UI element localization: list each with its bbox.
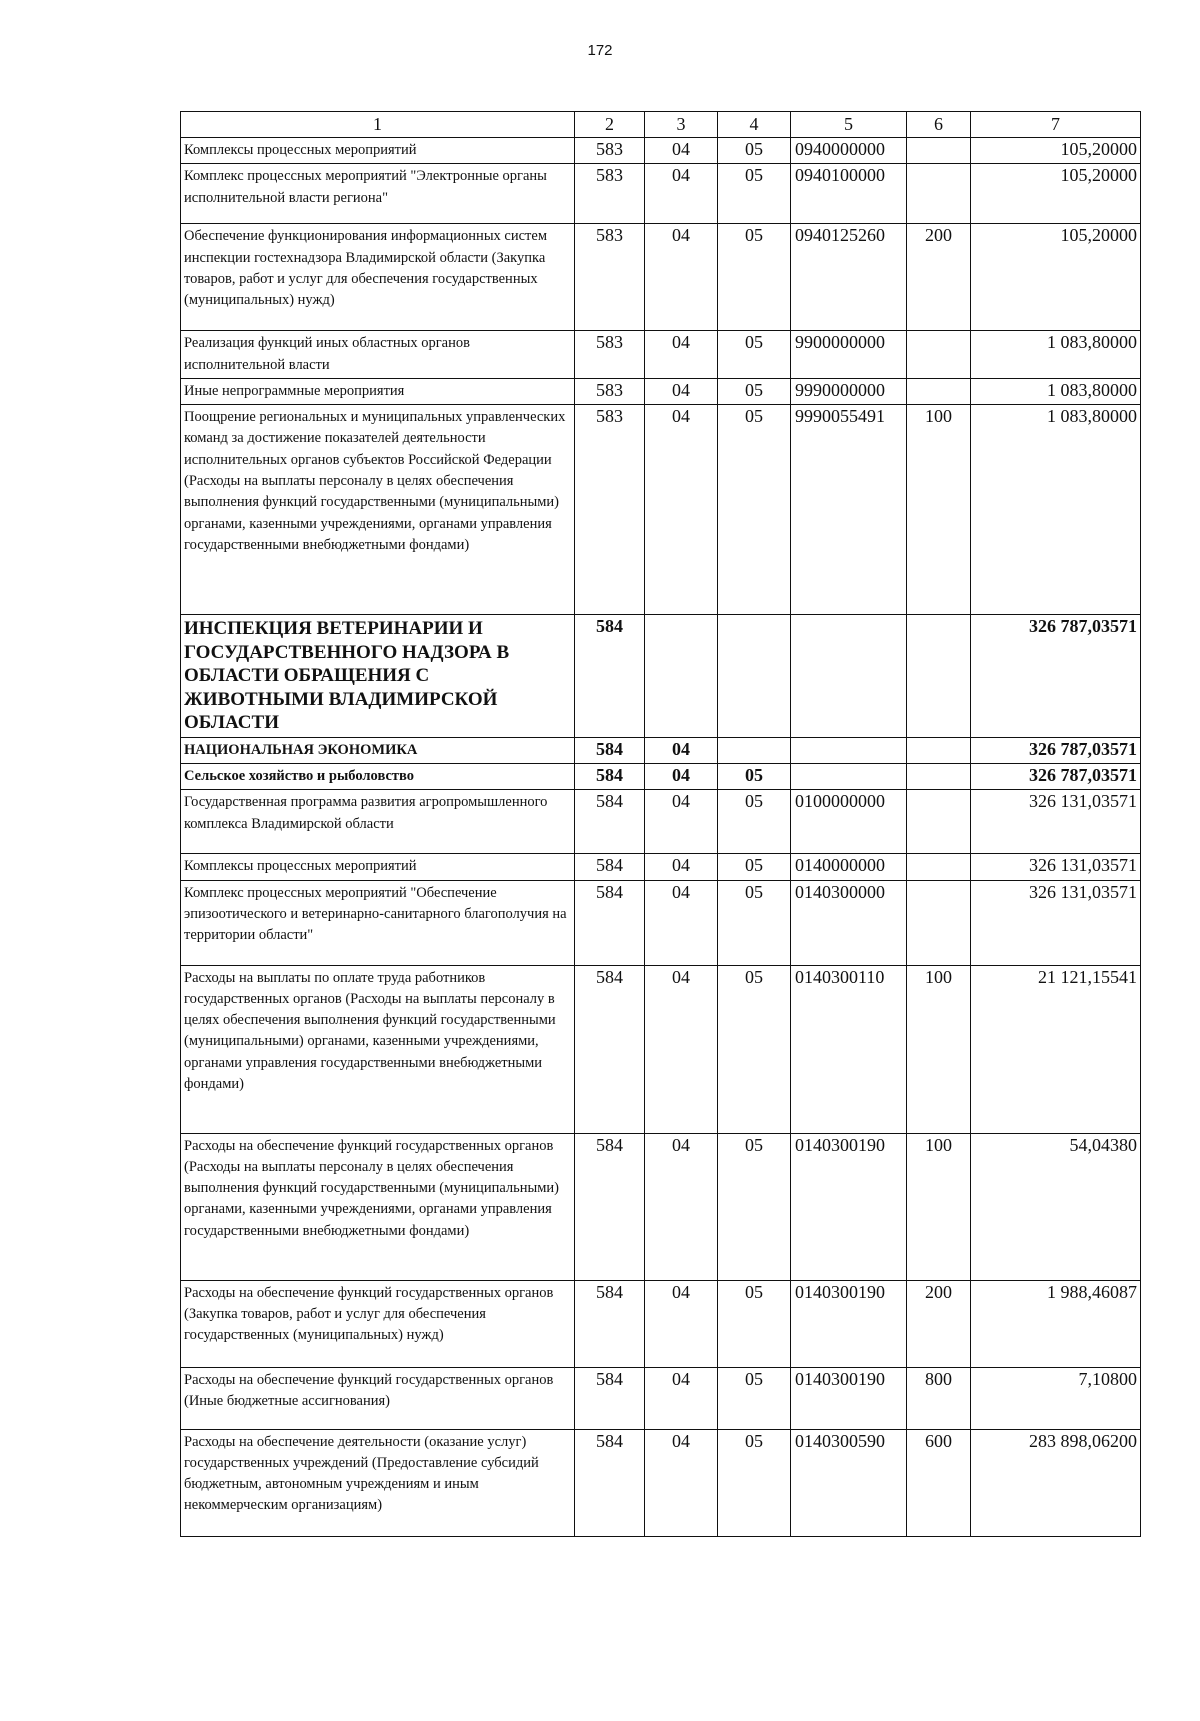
table-row — [181, 615, 1141, 738]
target-article-cell — [791, 763, 907, 789]
chapter-cell: 584 — [575, 790, 645, 854]
chapter-cell: 583 — [575, 224, 645, 331]
row-name-cell: Сельское хозяйство и рыболовство — [181, 763, 575, 789]
amount-cell: 21 121,15541 — [971, 965, 1141, 1133]
subsection-cell: 05 — [718, 378, 791, 404]
expense-type-cell: 200 — [907, 1280, 971, 1367]
expense-type-cell — [907, 790, 971, 854]
table-row — [181, 965, 1141, 1133]
target-article-cell — [791, 737, 907, 763]
subsection-cell: 05 — [718, 405, 791, 615]
section-cell: 04 — [645, 880, 718, 965]
column-header: 5 — [791, 112, 907, 138]
target-article-cell: 0140300190 — [791, 1280, 907, 1367]
section-cell: 04 — [645, 1367, 718, 1429]
subsection-cell: 05 — [718, 790, 791, 854]
amount-cell: 105,20000 — [971, 164, 1141, 224]
table-row — [181, 790, 1141, 854]
table-row — [181, 405, 1141, 615]
expense-type-cell: 200 — [907, 224, 971, 331]
expense-type-cell: 100 — [907, 1133, 971, 1280]
subsection-cell: 05 — [718, 763, 791, 789]
table-row — [181, 224, 1141, 331]
row-name-cell: Комплекс процессных мероприятий "Обеспечение эпизоотического и ветеринарно-санитарного благополучия на территории области" — [181, 880, 575, 965]
target-article-cell: 0140000000 — [791, 854, 907, 880]
target-article-cell: 9990000000 — [791, 378, 907, 404]
section-cell: 04 — [645, 763, 718, 789]
amount-cell: 1 083,80000 — [971, 378, 1141, 404]
table-row — [181, 737, 1141, 763]
section-cell: 04 — [645, 331, 718, 379]
amount-cell: 326 131,03571 — [971, 790, 1141, 854]
column-header: 6 — [907, 112, 971, 138]
expense-type-cell — [907, 378, 971, 404]
subsection-cell: 05 — [718, 1280, 791, 1367]
row-name-cell: Расходы на обеспечение функций государственных органов (Иные бюджетные ассигнования) — [181, 1367, 575, 1429]
row-name-cell: Расходы на обеспечение функций государственных органов (Расходы на выплаты персоналу в целях обеспечения выполнения функций государственными (муниципальными) органами, казенными учреждениями, органами управления государственными внебюджетными фондами) — [181, 1133, 575, 1280]
section-cell: 04 — [645, 1429, 718, 1536]
amount-cell: 1 083,80000 — [971, 405, 1141, 615]
row-name-cell: Комплексы процессных мероприятий — [181, 138, 575, 164]
chapter-cell: 583 — [575, 331, 645, 379]
table-row — [181, 1133, 1141, 1280]
subsection-cell: 05 — [718, 138, 791, 164]
target-article-cell: 0140300110 — [791, 965, 907, 1133]
column-header: 4 — [718, 112, 791, 138]
amount-cell: 1 083,80000 — [971, 331, 1141, 379]
expense-type-cell — [907, 138, 971, 164]
expense-type-cell: 800 — [907, 1367, 971, 1429]
table-row — [181, 331, 1141, 379]
amount-cell: 326 787,03571 — [971, 737, 1141, 763]
table-row — [181, 880, 1141, 965]
chapter-cell: 584 — [575, 880, 645, 965]
subsection-cell: 05 — [718, 1367, 791, 1429]
table-row — [181, 1280, 1141, 1367]
row-name-cell: Реализация функций иных областных органов исполнительной власти — [181, 331, 575, 379]
row-name-cell: Расходы на обеспечение функций государственных органов (Закупка товаров, работ и услуг для обеспечения государственных (муниципальных) нужд) — [181, 1280, 575, 1367]
chapter-cell: 584 — [575, 1429, 645, 1536]
target-article-cell: 0100000000 — [791, 790, 907, 854]
expense-type-cell — [907, 331, 971, 379]
amount-cell: 7,10800 — [971, 1367, 1141, 1429]
chapter-cell: 584 — [575, 1280, 645, 1367]
section-cell: 04 — [645, 378, 718, 404]
table-row — [181, 1367, 1141, 1429]
column-header: 7 — [971, 112, 1141, 138]
amount-cell: 105,20000 — [971, 224, 1141, 331]
chapter-cell: 583 — [575, 378, 645, 404]
row-name-cell: НАЦИОНАЛЬНАЯ ЭКОНОМИКА — [181, 737, 575, 763]
chapter-cell: 584 — [575, 1133, 645, 1280]
section-cell: 04 — [645, 1133, 718, 1280]
expense-type-cell — [907, 737, 971, 763]
column-header: 1 — [181, 112, 575, 138]
subsection-cell — [718, 615, 791, 738]
amount-cell: 326 131,03571 — [971, 854, 1141, 880]
chapter-cell: 583 — [575, 405, 645, 615]
target-article-cell: 0940100000 — [791, 164, 907, 224]
row-name-cell: Расходы на выплаты по оплате труда работников государственных органов (Расходы на выплаты персоналу в целях обеспечения выполнения функций государственными (муниципальными) органами, казенными учреждениями, органами управления государственными внебюджетными фондами) — [181, 965, 575, 1133]
target-article-cell: 0140300190 — [791, 1133, 907, 1280]
subsection-cell: 05 — [718, 880, 791, 965]
table-row — [181, 164, 1141, 224]
target-article-cell: 9990055491 — [791, 405, 907, 615]
section-cell: 04 — [645, 138, 718, 164]
chapter-cell: 583 — [575, 138, 645, 164]
section-cell: 04 — [645, 224, 718, 331]
expense-type-cell — [907, 615, 971, 738]
target-article-cell: 0140300190 — [791, 1367, 907, 1429]
header-row — [181, 112, 1141, 138]
expense-type-cell — [907, 854, 971, 880]
table-row — [181, 1429, 1141, 1536]
chapter-cell: 584 — [575, 854, 645, 880]
page-number: 172 — [587, 42, 613, 59]
expense-type-cell: 100 — [907, 965, 971, 1133]
section-cell: 04 — [645, 164, 718, 224]
row-name-cell: Поощрение региональных и муниципальных управленческих команд за достижение показателей деятельности исполнительных органов субъектов Российской Федерации (Расходы на выплаты персоналу в целях обеспечения выполнения функций государственными (муниципальными) органами, казенными учреждениями, органами управления государственными внебюджетными фондами) — [181, 405, 575, 615]
expense-type-cell: 600 — [907, 1429, 971, 1536]
chapter-cell: 584 — [575, 965, 645, 1133]
amount-cell: 1 988,46087 — [971, 1280, 1141, 1367]
subsection-cell: 05 — [718, 164, 791, 224]
subsection-cell: 05 — [718, 854, 791, 880]
section-cell: 04 — [645, 790, 718, 854]
chapter-cell: 584 — [575, 737, 645, 763]
section-cell: 04 — [645, 737, 718, 763]
row-name-cell: Расходы на обеспечение деятельности (оказание услуг) государственных учреждений (Предоставление субсидий бюджетным, автономным учреждениям и иным некоммерческим организациям) — [181, 1429, 575, 1536]
subsection-cell — [718, 737, 791, 763]
section-cell: 04 — [645, 965, 718, 1133]
target-article-cell: 0140300590 — [791, 1429, 907, 1536]
section-cell: 04 — [645, 1280, 718, 1367]
chapter-cell: 584 — [575, 615, 645, 738]
row-name-cell: Комплексы процессных мероприятий — [181, 854, 575, 880]
subsection-cell: 05 — [718, 1133, 791, 1280]
subsection-cell: 05 — [718, 1429, 791, 1536]
amount-cell: 326 131,03571 — [971, 880, 1141, 965]
table-row — [181, 763, 1141, 789]
amount-cell: 326 787,03571 — [971, 615, 1141, 738]
subsection-cell: 05 — [718, 331, 791, 379]
row-name-cell: Комплекс процессных мероприятий "Электронные органы исполнительной власти региона" — [181, 164, 575, 224]
expense-type-cell: 100 — [907, 405, 971, 615]
target-article-cell: 0940000000 — [791, 138, 907, 164]
row-name-cell: Иные непрограммные мероприятия — [181, 378, 575, 404]
chapter-cell: 584 — [575, 1367, 645, 1429]
expense-type-cell — [907, 763, 971, 789]
target-article-cell — [791, 615, 907, 738]
subsection-cell: 05 — [718, 224, 791, 331]
table-row — [181, 138, 1141, 164]
table-row — [181, 854, 1141, 880]
column-header: 3 — [645, 112, 718, 138]
chapter-cell: 583 — [575, 164, 645, 224]
expense-type-cell — [907, 164, 971, 224]
chapter-cell: 584 — [575, 763, 645, 789]
section-cell: 04 — [645, 405, 718, 615]
budget-table — [180, 111, 1141, 1537]
column-header: 2 — [575, 112, 645, 138]
row-name-cell: Обеспечение функционирования информационных систем инспекции гостехнадзора Владимирской области (Закупка товаров, работ и услуг для обеспечения государственных (муниципальных) нужд) — [181, 224, 575, 331]
target-article-cell: 0140300000 — [791, 880, 907, 965]
expense-type-cell — [907, 880, 971, 965]
amount-cell: 105,20000 — [971, 138, 1141, 164]
row-name-cell: Государственная программа развития агропромышленного комплекса Владимирской области — [181, 790, 575, 854]
amount-cell: 283 898,06200 — [971, 1429, 1141, 1536]
section-cell — [645, 615, 718, 738]
section-cell: 04 — [645, 854, 718, 880]
amount-cell: 326 787,03571 — [971, 763, 1141, 789]
amount-cell: 54,04380 — [971, 1133, 1141, 1280]
target-article-cell: 9900000000 — [791, 331, 907, 379]
row-name-cell: ИНСПЕКЦИЯ ВЕТЕРИНАРИИ И ГОСУДАРСТВЕННОГО НАДЗОРА В ОБЛАСТИ ОБРАЩЕНИЯ С ЖИВОТНЫМИ ВЛАДИМИРСКОЙ ОБЛАСТИ — [181, 615, 575, 738]
table-row — [181, 378, 1141, 404]
subsection-cell: 05 — [718, 965, 791, 1133]
target-article-cell: 0940125260 — [791, 224, 907, 331]
